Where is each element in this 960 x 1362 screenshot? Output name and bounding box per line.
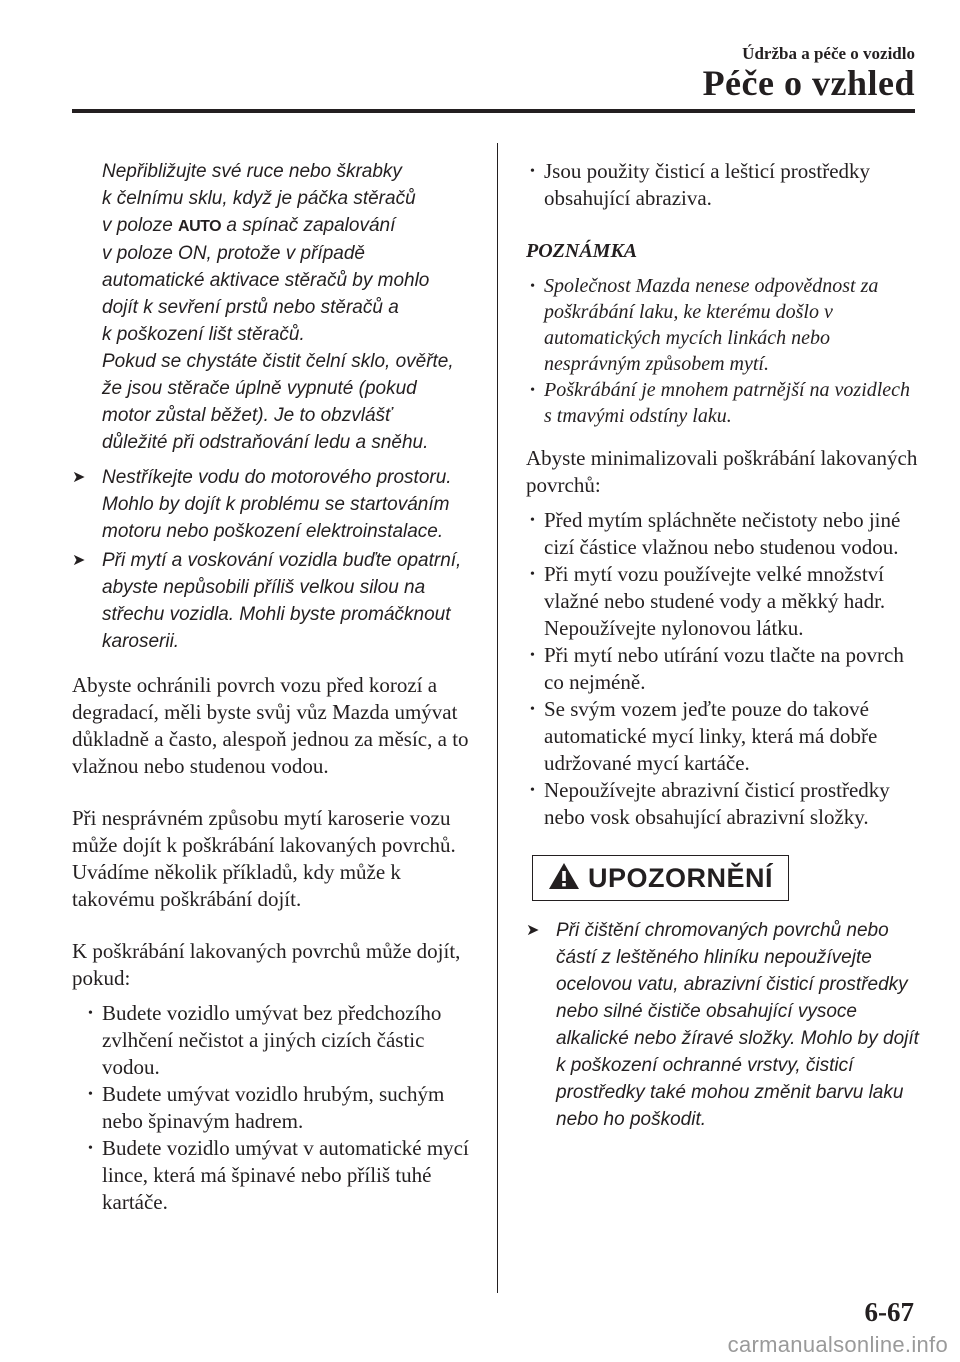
bullet-dot-icon: •: [530, 513, 535, 528]
arrow-bullet-icon: ➤: [526, 922, 540, 939]
paragraph: Abyste ochránili povrch vozu před korozí a degradací, měli byste svůj vůz Mazda umývat důkladně a často, alespoň jednou za měsíc, a to vlažnou nebo studenou vodou.: [72, 673, 469, 778]
bullet-dot-icon: •: [88, 1006, 93, 1021]
warning-line: Pokud se chystáte čistit čelní sklo, ověřte,: [102, 351, 454, 372]
bullet-dot-icon: •: [530, 783, 535, 798]
page-title: Péče o vzhled: [702, 63, 915, 103]
warning-line: k poškození lišt stěračů.: [102, 324, 305, 345]
bullet-dot-icon: •: [88, 1087, 93, 1102]
column-divider: [497, 143, 498, 1293]
warning-item: ➤ Nestříkejte vodu do motorového prostoru. Mohlo by dojít k problému se startováním motoru nebo poškození elektroinstalace.: [72, 464, 472, 545]
right-column: [526, 158, 921, 1133]
warning-line: že jsou stěrače úplně vypnuté (pokud: [102, 378, 417, 399]
bullet-list: [72, 1000, 472, 1216]
warning-item: ➤ Při mytí a voskování vozidla buďte opatrní, abyste nepůsobili příliš velkou silou na střechu vozidla. Mohli byste promáčknout karoserii.: [72, 547, 472, 655]
bullet-list: [526, 158, 921, 212]
warning-line: Nepřibližujte své ruce nebo škrabky: [102, 161, 402, 182]
warning-line: automatické aktivace stěračů by mohlo: [102, 270, 430, 291]
section-heading: Údržba a péče o vozidlo: [742, 44, 915, 63]
warning-list: [72, 464, 472, 655]
bullet-dot-icon: •: [530, 567, 535, 582]
bullet-dot-icon: •: [530, 279, 535, 294]
auto-wiper-symbol: AUTO: [178, 218, 222, 235]
caution-label: UPOZORNĚNÍ: [587, 862, 773, 893]
warning-line: k čelnímu sklu, když je páčka stěračů: [102, 188, 416, 209]
list-item: • Budete vozidlo umývat bez předchozího zvlhčení nečistot a jiných cizích částic vodou.: [88, 1001, 442, 1079]
arrow-bullet-icon: ➤: [72, 469, 86, 486]
paragraph: Abyste minimalizovali poškrábání lakovaných povrchů:: [526, 446, 918, 497]
list-item: • Při mytí vozu používejte velké množství vlažné nebo studené vody a měkký hadr. Nepoužívejte nylonovou látku.: [530, 562, 886, 640]
note-item: • Společnost Mazda nenese odpovědnost za poškrábání laku, ke kterému došlo v automatických mycích linkách nebo nesprávným způsobem mytí.: [530, 275, 879, 375]
note-item: • Poškrábání je mnohem patrnější na vozidlech s tmavými odstíny laku.: [530, 379, 911, 427]
warning-line: v poloze AUTO a spínač zapalování: [102, 215, 396, 236]
list-item: • Při mytí nebo utírání vozu tlačte na povrch co nejméně.: [530, 643, 904, 694]
paragraph: Při nesprávném způsobu mytí karoserie vozu může dojít k poškrábání lakovaných povrchů. Uvádíme několik příkladů, kdy může k takovému poškrábání dojít.: [72, 806, 456, 911]
caution-list: [526, 917, 921, 1133]
warning-continued: [72, 158, 472, 456]
header-rule: [72, 109, 915, 113]
watermark: carmanualsonline.info: [727, 1332, 948, 1357]
list-item: • Se svým vozem jeďte pouze do takové automatické mycí linky, která má dobře udržované mycí kartáče.: [530, 697, 878, 775]
caution-box: [532, 855, 789, 901]
left-column: [72, 158, 472, 1216]
caution-item: ➤ Při čištění chromovaných povrchů nebo částí z leštěného hliníku nepoužívejte ocelovou vatu, abrazivní čisticí prostředky nebo silné čističe obsahující vysoce alkalické nebo žíravé složky. Mohlo by dojít k poškození ochranné vrstvy, čisticí prostředky také mohou změnit barvu laku nebo ho poškodit.: [526, 917, 921, 1133]
note-title: POZNÁMKA: [526, 240, 638, 262]
list-item: • Před mytím spláchněte nečistoty nebo jiné cizí částice vlažnou nebo studenou vodou.: [530, 508, 901, 559]
bullet-dot-icon: •: [530, 164, 535, 179]
bullet-dot-icon: •: [530, 702, 535, 717]
warning-line: dojít k sevření prstů nebo stěračů a: [102, 297, 399, 318]
bullet-dot-icon: •: [88, 1141, 93, 1156]
warning-triangle-icon: [548, 862, 580, 895]
warning-line: motor zůstal běžet). Je to obzvlášť: [102, 405, 392, 426]
warning-line: důležité při odstraňování ledu a sněhu.: [102, 432, 429, 453]
arrow-bullet-icon: ➤: [72, 552, 86, 569]
warning-line: v poloze ON, protože v případě: [102, 243, 365, 264]
note-list: [526, 273, 921, 429]
list-item: • Jsou použity čisticí a lešticí prostředky obsahující abraziva.: [530, 159, 871, 210]
bullet-list: [526, 507, 921, 831]
paragraph: K poškrábání lakovaných povrchů může dojít, pokud:: [72, 939, 461, 990]
list-item: • Budete umývat vozidlo hrubým, suchým nebo špinavým hadrem.: [88, 1082, 445, 1133]
list-item: • Budete vozidlo umývat v automatické mycí lince, která má špinavé nebo příliš tuhé kartáče.: [88, 1136, 469, 1214]
list-item: • Nepoužívejte abrazivní čisticí prostředky nebo vosk obsahující abrazivní složky.: [530, 778, 890, 829]
page-number: 6-67: [864, 1297, 914, 1327]
bullet-dot-icon: •: [530, 648, 535, 663]
bullet-dot-icon: •: [530, 383, 535, 398]
